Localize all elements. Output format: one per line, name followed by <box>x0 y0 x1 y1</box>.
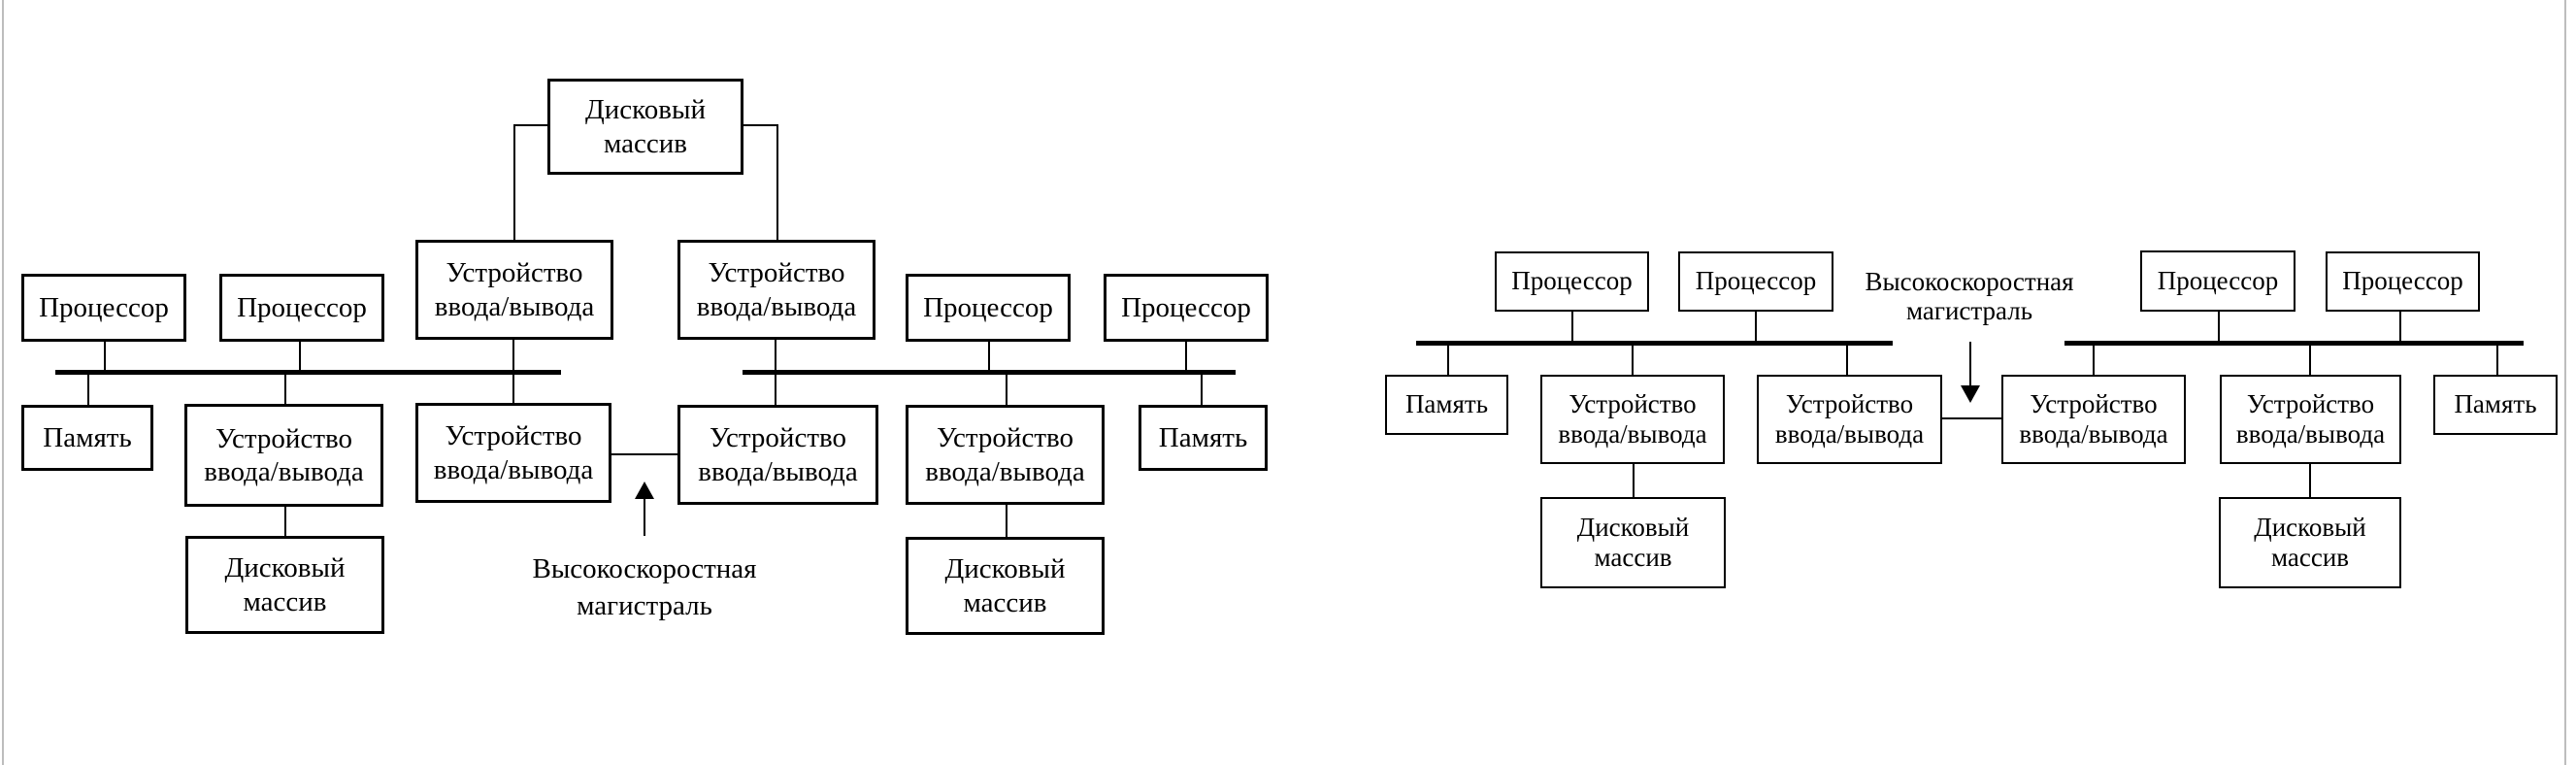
connector-line <box>988 342 990 370</box>
box-label: Память <box>1404 389 1489 419</box>
left-cluster1-disk-array-box <box>185 536 384 634</box>
connector-line <box>775 375 776 405</box>
connector-line <box>743 124 778 126</box>
left-cluster1-io-upper-box <box>415 240 613 340</box>
left-cluster2-bus-line <box>743 370 1236 375</box>
connector-line <box>299 342 301 370</box>
connector-line <box>284 375 286 404</box>
right-hs-bus-arrow-icon <box>1961 385 1980 403</box>
connector-line <box>513 124 547 126</box>
box-label: Дисковый <box>2254 512 2366 542</box>
right-hs-bus-label <box>1843 268 2096 325</box>
box-label: Процессор <box>2342 266 2463 296</box>
right-cluster2-io-device-2-box <box>2220 375 2401 464</box>
left-cluster1-processor-1-box <box>21 274 186 342</box>
box-label: Процессор <box>2157 265 2279 295</box>
label-line: Высокоскоростная <box>1865 267 2074 296</box>
left-cluster1-io-device-2-box <box>415 403 611 503</box>
box-label: Процессор <box>1121 291 1251 323</box>
right-cluster2-io-device-1-box <box>2001 375 2186 464</box>
box-label: ввода/вывода <box>433 453 594 485</box>
box-label: Устройство <box>708 257 845 289</box>
box-label: массив <box>604 127 687 159</box>
left-hs-bus-link-line <box>611 453 677 455</box>
box-label: ввода/вывода <box>204 456 364 487</box>
box-label: Процессор <box>39 291 169 323</box>
connector-line <box>512 375 514 403</box>
left-hs-bus-arrow-line <box>644 498 645 536</box>
connector-line <box>1201 375 1203 405</box>
left-cluster2-processor-2-box <box>1104 274 1269 342</box>
connector-line <box>104 342 106 370</box>
box-label: Процессор <box>237 291 367 323</box>
box-label: ввода/вывода <box>434 290 595 322</box>
label-line: магистраль <box>1905 295 2033 325</box>
left-cluster2-io-upper-box <box>677 240 875 340</box>
box-label: ввода/вывода <box>925 455 1085 487</box>
right-hs-bus-link-line <box>1942 417 2001 419</box>
box-label: Дисковый <box>585 94 706 126</box>
connector-line <box>1447 346 1449 375</box>
right-cluster1-io-device-1-box <box>1540 375 1725 464</box>
box-label: Процессор <box>1695 266 1817 296</box>
box-label: Устройство <box>1569 388 1697 418</box>
right-cluster2-processor-1-box <box>2140 250 2295 312</box>
box-label: Устройство <box>445 420 582 452</box>
box-label: массив <box>963 586 1047 618</box>
left-disk-array-top-box <box>547 79 743 175</box>
connector-line <box>2218 312 2220 341</box>
connector-line <box>1846 346 1848 375</box>
connector-line <box>1755 312 1757 341</box>
label-line: Высокоскоростная <box>532 553 757 584</box>
box-label: Процессор <box>923 291 1053 323</box>
box-label: ввода/вывода <box>2019 419 2168 449</box>
connector-line <box>1633 464 1635 497</box>
left-cluster1-io-device-1-box <box>184 404 383 507</box>
right-cluster1-processor-2-box <box>1678 251 1833 312</box>
page-left-edge-line <box>2 0 4 765</box>
right-hs-bus-arrow-line <box>1969 342 1971 386</box>
box-label: массив <box>2270 543 2350 572</box>
connector-line <box>512 340 514 370</box>
connector-line <box>2093 346 2095 375</box>
right-cluster1-disk-array-box <box>1540 497 1726 588</box>
connector-line <box>2399 312 2401 341</box>
right-cluster1-bus-line <box>1416 341 1893 346</box>
page-right-edge-line <box>2564 0 2566 765</box>
box-label: Устройство <box>936 422 1073 454</box>
left-cluster1-memory-box <box>21 405 153 471</box>
connector-line <box>1632 346 1634 375</box>
left-cluster2-processor-1-box <box>906 274 1071 342</box>
box-label: Устройство <box>215 422 352 454</box>
right-cluster1-processor-1-box <box>1495 251 1649 312</box>
connector-line <box>1006 505 1007 537</box>
left-cluster1-processor-2-box <box>219 274 384 342</box>
connector-line <box>513 124 515 240</box>
box-label: Дисковый <box>944 553 1066 585</box>
box-label: Устройство <box>446 257 583 289</box>
box-label: ввода/вывода <box>1774 419 1925 449</box>
box-label: ввода/вывода <box>1558 419 1707 449</box>
box-label: Дисковый <box>1576 512 1690 542</box>
right-cluster1-io-device-2-box <box>1757 375 1942 464</box>
connector-line <box>2309 464 2311 497</box>
connector-line <box>775 340 776 370</box>
connector-line <box>776 124 778 240</box>
label-line: магистраль <box>577 589 712 621</box>
connector-line <box>284 507 286 536</box>
left-cluster1-bus-line <box>55 370 561 375</box>
box-label: массив <box>243 585 327 617</box>
box-label: Устройство <box>2030 388 2158 418</box>
box-label: Память <box>43 421 132 453</box>
connector-line <box>87 375 89 405</box>
box-label: ввода/вывода <box>2235 419 2386 449</box>
left-hs-bus-label <box>518 551 771 624</box>
left-cluster2-memory-box <box>1139 405 1268 471</box>
connector-line <box>2496 346 2498 375</box>
left-cluster2-disk-array-box <box>906 537 1105 635</box>
left-cluster2-io-device-2-box <box>906 405 1105 505</box>
left-hs-bus-arrow-icon <box>635 482 654 499</box>
box-label: Дисковый <box>224 552 346 584</box>
right-cluster2-processor-2-box <box>2326 251 2480 312</box>
connector-line <box>2309 346 2311 375</box>
right-cluster1-memory-box <box>1385 375 1508 435</box>
box-label: Память <box>2454 389 2537 419</box>
box-label: Устройство <box>2246 388 2375 418</box>
left-cluster2-io-device-1-box <box>677 405 878 505</box>
right-cluster2-disk-array-box <box>2219 497 2401 588</box>
right-cluster2-bus-line <box>2064 341 2524 346</box>
box-label: Устройство <box>709 422 846 454</box>
box-label: Память <box>1158 421 1248 453</box>
box-label: ввода/вывода <box>696 290 857 322</box>
connector-line <box>1006 375 1007 405</box>
connector-line <box>1185 342 1187 370</box>
box-label: Устройство <box>1785 388 1914 418</box>
box-label: массив <box>1594 543 1672 572</box>
right-cluster2-memory-box <box>2433 375 2558 435</box>
box-label: ввода/вывода <box>698 455 858 487</box>
box-label: Процессор <box>1511 266 1633 296</box>
connector-line <box>1571 312 1573 341</box>
